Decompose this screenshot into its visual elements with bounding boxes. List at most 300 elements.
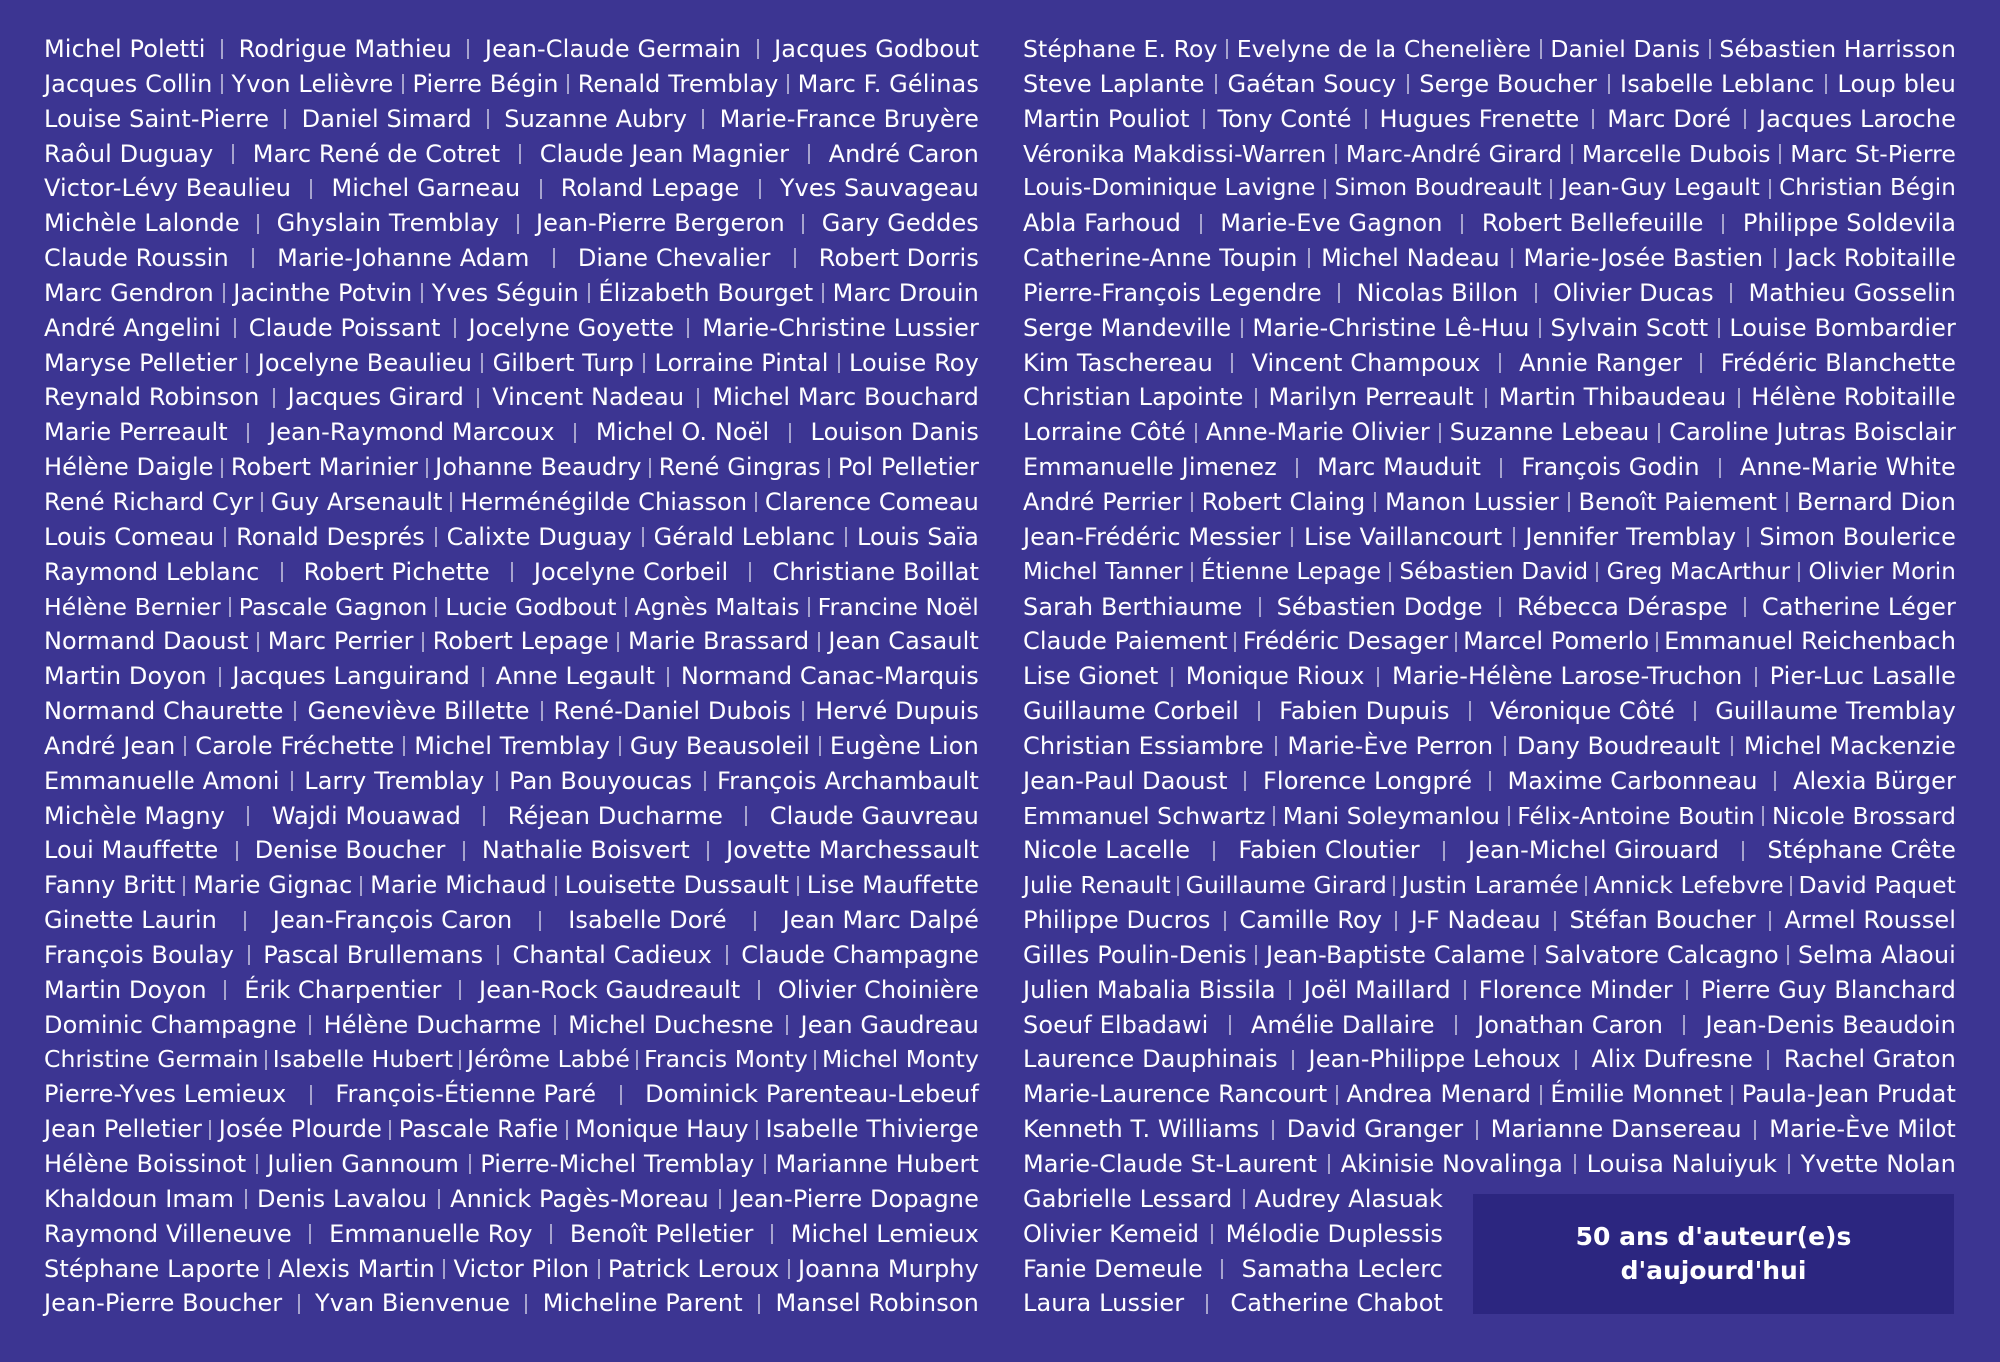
author-name: Jean-Pierre Boucher — [44, 1289, 283, 1318]
author-name: Guy Beausoleil — [629, 731, 810, 760]
author-name: André Caron — [828, 139, 979, 168]
author-name: Serge Boucher — [1419, 69, 1598, 98]
author-name: Pier-Luc Lasalle — [1769, 662, 1956, 691]
name-line — [44, 311, 979, 346]
author-name: Robert Dorris — [818, 244, 979, 273]
author-name: Pierre-Michel Tremblay — [480, 1150, 755, 1178]
author-name: Normand Daoust — [44, 627, 249, 656]
separator-bar — [265, 1050, 267, 1070]
separator-bar — [1241, 318, 1243, 338]
separator-bar — [755, 492, 757, 512]
separator-bar — [229, 597, 231, 617]
separator-bar — [1744, 597, 1746, 617]
separator-bar — [244, 911, 246, 931]
author-name: Michel Garneau — [331, 174, 521, 203]
separator-bar — [1658, 423, 1660, 443]
author-name: Laurence Dauphinais — [1023, 1045, 1278, 1074]
separator-bar — [294, 701, 296, 721]
name-line — [1023, 137, 1956, 172]
separator-bar — [819, 736, 821, 756]
separator-bar — [1656, 632, 1658, 652]
author-name: Christian Essiambre — [1023, 731, 1264, 760]
author-name: Michel Lemieux — [790, 1219, 979, 1248]
author-name: René-Daniel Dubois — [553, 697, 792, 726]
name-line — [44, 624, 979, 659]
separator-bar — [1464, 980, 1466, 1000]
name-line — [44, 938, 979, 973]
name-line — [44, 102, 979, 137]
author-name: Louise Saint-Pierre — [44, 104, 270, 133]
author-name: Emmanuelle Roy — [329, 1219, 533, 1248]
author-name: Lucie Godbout — [445, 592, 617, 621]
separator-bar — [786, 1015, 788, 1035]
separator-bar — [1273, 806, 1275, 826]
author-name: Philippe Ducros — [1023, 906, 1211, 935]
author-name: Wajdi Mouawad — [271, 801, 462, 830]
author-name: Robert Lepage — [432, 627, 609, 656]
separator-bar — [469, 1154, 471, 1174]
name-line — [1023, 903, 1956, 938]
name-line — [1023, 1112, 1956, 1147]
separator-bar — [223, 283, 225, 303]
name-line — [1023, 1077, 1956, 1112]
name-line — [1023, 1008, 1956, 1043]
author-name: Fabien Dupuis — [1279, 697, 1450, 726]
author-name: Jacques Collin — [44, 69, 213, 98]
separator-bar — [1504, 736, 1506, 756]
separator-bar — [1292, 1050, 1294, 1070]
separator-bar — [1508, 806, 1510, 826]
name-line — [44, 694, 979, 729]
author-name: Renald Tremblay — [577, 69, 779, 98]
name-line — [1023, 624, 1956, 659]
author-name: Marc Drouin — [832, 278, 979, 307]
author-name: Marie-Josée Bastien — [1523, 244, 1764, 273]
author-name: Jocelyne Corbeil — [533, 557, 729, 586]
author-name: Reynald Robinson — [44, 383, 260, 412]
separator-bar — [617, 632, 619, 652]
author-name: Christian Bégin — [1779, 175, 1956, 202]
separator-bar — [1540, 39, 1542, 59]
separator-bar — [273, 388, 275, 408]
separator-bar — [1568, 492, 1570, 512]
author-name: Raôul Duguay — [44, 139, 214, 168]
author-name: Lorraine Pintal — [654, 348, 829, 377]
separator-bar — [845, 527, 847, 547]
title-line-2: d'aujourd'hui — [1620, 1256, 1807, 1285]
name-line — [44, 903, 979, 938]
separator-bar — [838, 353, 840, 373]
name-line — [1023, 1182, 1443, 1217]
separator-bar — [1574, 1154, 1576, 1174]
author-name: Samatha Leclerc — [1241, 1254, 1443, 1283]
separator-bar — [463, 841, 465, 861]
separator-bar — [310, 1085, 312, 1105]
name-line — [1023, 938, 1956, 973]
name-line — [44, 799, 979, 834]
author-name: Stéphane E. Roy — [1023, 35, 1218, 63]
author-name: Roland Lepage — [560, 174, 740, 203]
separator-bar — [1374, 492, 1376, 512]
separator-bar — [256, 1154, 258, 1174]
separator-bar — [1476, 1120, 1478, 1140]
name-line — [44, 1147, 979, 1182]
author-name: Marie Perreault — [44, 418, 228, 447]
name-line — [1023, 555, 1956, 590]
separator-bar — [788, 1259, 790, 1279]
author-name: Monique Hauy — [575, 1115, 749, 1144]
separator-bar — [467, 39, 469, 59]
author-name: Nicolas Billon — [1356, 278, 1519, 307]
author-name: Jacinthe Potvin — [233, 278, 413, 307]
separator-bar — [719, 1189, 721, 1209]
separator-bar — [756, 1120, 758, 1140]
name-line — [1023, 659, 1956, 694]
name-line — [1023, 311, 1956, 346]
separator-bar — [619, 736, 621, 756]
name-line — [44, 833, 979, 868]
author-name: Anne-Marie Olivier — [1205, 418, 1430, 447]
author-name: Sébastien David — [1399, 558, 1589, 585]
author-name: Jean Casault — [828, 627, 979, 656]
author-name: Louise Bombardier — [1729, 313, 1956, 342]
author-name: Victor-Lévy Beaulieu — [44, 174, 292, 203]
separator-bar — [818, 632, 820, 652]
separator-bar — [649, 458, 651, 478]
author-name: Hélène Bernier — [44, 592, 221, 621]
author-name: Jean-Philippe Lehoux — [1308, 1045, 1561, 1074]
author-name: Michèle Lalonde — [44, 209, 240, 238]
author-name: Frédéric Blanchette — [1720, 348, 1956, 377]
author-name: Jacques Godbout — [774, 35, 979, 63]
separator-bar — [487, 109, 489, 129]
name-line — [44, 346, 979, 381]
author-name: Pol Pelletier — [837, 453, 979, 482]
author-name: Herménégilde Chiasson — [460, 487, 748, 516]
separator-bar — [426, 458, 428, 478]
separator-bar — [1215, 74, 1217, 94]
separator-bar — [704, 771, 706, 791]
separator-bar — [1554, 911, 1556, 931]
name-line — [1023, 764, 1956, 799]
separator-bar — [247, 806, 249, 826]
author-name: Yvon Lelièvre — [231, 69, 394, 98]
separator-bar — [438, 1189, 440, 1209]
separator-bar — [281, 562, 283, 582]
name-line — [1023, 276, 1956, 311]
separator-bar — [1213, 841, 1215, 861]
separator-bar — [802, 214, 804, 234]
author-name: Amélie Dallaire — [1250, 1010, 1435, 1039]
author-name: Catherine Léger — [1761, 592, 1956, 621]
author-name: Marc Mauduit — [1317, 453, 1482, 482]
author-name: Guillaume Corbeil — [1023, 697, 1239, 726]
separator-bar — [309, 1015, 311, 1035]
author-name: Suzanne Lebeau — [1449, 418, 1650, 447]
author-name: Lorraine Côté — [1023, 418, 1186, 447]
name-line — [44, 555, 979, 590]
separator-bar — [298, 1294, 300, 1314]
name-line — [1023, 32, 1956, 67]
author-name: Étienne Lepage — [1201, 558, 1382, 585]
separator-bar — [1535, 283, 1537, 303]
author-name: Gilles Poulin-Denis — [1023, 940, 1247, 969]
author-name: Catherine-Anne Toupin — [1023, 244, 1298, 273]
name-line — [1023, 973, 1956, 1008]
separator-bar — [483, 806, 485, 826]
separator-bar — [1191, 492, 1193, 512]
author-name: Isabelle Leblanc — [1620, 69, 1815, 98]
separator-bar — [789, 423, 791, 443]
author-name: Jean-François Caron — [272, 906, 513, 935]
author-name: Jean-Paul Daoust — [1023, 766, 1228, 795]
author-name: Réjean Ducharme — [507, 801, 724, 830]
author-name: Joël Maillard — [1303, 975, 1451, 1004]
separator-bar — [1788, 1154, 1790, 1174]
author-name: Fanie Demeule — [1023, 1254, 1203, 1283]
author-name: Josée Plourde — [218, 1115, 382, 1144]
separator-bar — [224, 980, 226, 1000]
author-name: Jean Marc Dalpé — [782, 906, 979, 935]
separator-bar — [1200, 214, 1202, 234]
name-line — [44, 659, 979, 694]
author-name: Loup bleu — [1837, 69, 1956, 98]
separator-bar — [1177, 876, 1179, 896]
name-line — [1023, 833, 1956, 868]
separator-bar — [221, 458, 223, 478]
author-name: David Granger — [1286, 1115, 1464, 1144]
separator-bar — [1585, 876, 1587, 896]
author-name: Marc Gendron — [44, 278, 214, 307]
author-name: Yvette Nolan — [1800, 1150, 1956, 1178]
separator-bar — [1747, 527, 1749, 547]
separator-bar — [1731, 1085, 1733, 1105]
author-name: Annick Pagès-Moreau — [450, 1184, 709, 1213]
author-name: Martin Doyon — [44, 662, 207, 691]
title-line-1: 50 ans d'auteur(e)s — [1575, 1222, 1852, 1251]
separator-bar — [268, 1259, 270, 1279]
separator-bar — [284, 109, 286, 129]
name-line — [44, 729, 979, 764]
author-name: Larry Tremblay — [304, 766, 485, 795]
name-line — [1023, 1252, 1443, 1287]
author-name: Paula-Jean Prudat — [1741, 1080, 1956, 1109]
author-name: Selma Alaoui — [1797, 940, 1956, 969]
author-name: Camille Roy — [1239, 906, 1383, 935]
author-name: Diane Chevalier — [577, 244, 771, 273]
author-name: Benoît Pelletier — [569, 1219, 754, 1248]
author-name: Marc-André Girard — [1345, 139, 1563, 168]
author-name: Eugène Lion — [829, 731, 979, 760]
separator-bar — [1439, 423, 1441, 443]
left-author-column — [44, 32, 979, 1321]
separator-bar — [221, 74, 223, 94]
separator-bar — [525, 1294, 527, 1314]
separator-bar — [588, 283, 590, 303]
author-name: Alexis Martin — [278, 1254, 435, 1283]
author-name: Nicole Brossard — [1771, 801, 1956, 830]
separator-bar — [1258, 701, 1260, 721]
author-name: Jean Pelletier — [44, 1115, 202, 1144]
right-author-column — [1023, 32, 1956, 1321]
separator-bar — [1389, 562, 1391, 582]
author-name: Jean Gaudreau — [800, 1010, 979, 1039]
separator-bar — [257, 214, 259, 234]
author-name: Manon Lussier — [1384, 487, 1559, 516]
separator-bar — [1206, 1294, 1208, 1314]
name-line — [1023, 1042, 1956, 1077]
separator-bar — [550, 1224, 552, 1244]
author-name: Lise Mauffette — [806, 871, 979, 900]
separator-bar — [496, 771, 498, 791]
author-name: Jocelyne Beaulieu — [257, 348, 473, 377]
author-name: Anne-Marie White — [1739, 453, 1956, 482]
author-name: Marcel Pomerlo — [1463, 627, 1650, 656]
author-name: Jean-Claude Germain — [484, 35, 741, 63]
author-name: Vincent Nadeau — [492, 383, 685, 412]
author-name: Érik Charpentier — [244, 975, 442, 1004]
separator-bar — [459, 1050, 461, 1070]
separator-bar — [1272, 1120, 1274, 1140]
author-name: Marc René de Cotret — [252, 139, 501, 168]
author-name: Claude Paiement — [1023, 627, 1228, 656]
separator-bar — [702, 109, 704, 129]
author-name: Anne Legault — [495, 662, 656, 691]
author-name: Michel Mackenzie — [1743, 731, 1956, 760]
author-name: Christiane Boillat — [772, 557, 979, 586]
author-name: Daniel Danis — [1550, 35, 1701, 63]
separator-bar — [1289, 980, 1291, 1000]
author-name: Michel Duchesne — [568, 1010, 774, 1039]
author-name: Jennifer Tremblay — [1525, 522, 1737, 551]
author-name: Fanny Britt — [44, 871, 176, 900]
separator-bar — [245, 1189, 247, 1209]
author-name: Pierre-François Legendre — [1023, 278, 1322, 307]
author-name: Loui Mauffette — [44, 836, 219, 865]
separator-bar — [1455, 632, 1457, 652]
author-name: Evelyne de la Chenelière — [1236, 35, 1532, 63]
author-name: Pascale Rafie — [398, 1115, 559, 1144]
separator-bar — [291, 771, 293, 791]
author-name: René Richard Cyr — [44, 487, 254, 516]
separator-bar — [183, 876, 185, 896]
author-name: Pan Bouyoucas — [509, 766, 693, 795]
separator-bar — [1762, 806, 1764, 826]
name-line — [1023, 102, 1956, 137]
separator-bar — [794, 248, 796, 268]
author-name: Michel Poletti — [44, 35, 206, 63]
author-name: Marie-Christine Lussier — [702, 313, 979, 342]
name-line — [1023, 1147, 1956, 1182]
separator-bar — [232, 144, 234, 164]
author-name: Martin Doyon — [44, 975, 207, 1004]
separator-bar — [482, 667, 484, 687]
separator-bar — [209, 1120, 211, 1140]
author-name: Louisa Naluiyuk — [1586, 1150, 1777, 1178]
separator-bar — [310, 179, 312, 199]
author-name: Tony Conté — [1217, 104, 1352, 133]
separator-bar — [1550, 179, 1552, 199]
separator-bar — [1500, 458, 1502, 478]
author-name: Geneviève Billette — [307, 697, 530, 726]
author-name: Christian Lapointe — [1023, 383, 1244, 412]
author-name: Jean-Denis Beaudoin — [1705, 1010, 1956, 1039]
author-name: Dominick Parenteau-Lebeuf — [645, 1080, 979, 1109]
author-name: Gérald Leblanc — [653, 522, 836, 551]
name-line — [44, 241, 979, 276]
separator-bar — [574, 423, 576, 443]
author-name: Fabien Cloutier — [1238, 836, 1420, 865]
author-name: Marc St-Pierre — [1790, 139, 1956, 168]
author-name: Guillaume Tremblay — [1715, 697, 1956, 726]
author-name: Jean-Rock Gaudreault — [479, 975, 741, 1004]
separator-bar — [757, 39, 759, 59]
author-name: Jacques Girard — [287, 383, 464, 412]
name-line — [44, 450, 979, 485]
author-name: Jean-Pierre Bergeron — [535, 209, 785, 238]
author-name: Daniel Simard — [301, 104, 472, 133]
author-name: Raymond Villeneuve — [44, 1219, 292, 1248]
separator-bar — [1722, 214, 1724, 234]
author-name: Yves Sauvageau — [779, 174, 979, 203]
author-name: Guy Arsenault — [270, 487, 443, 516]
author-name: Andrea Menard — [1346, 1080, 1532, 1109]
author-name: Marie-Ève Perron — [1287, 731, 1494, 760]
author-name: Yvan Bienvenue — [315, 1289, 511, 1318]
author-name: Mansel Robinson — [775, 1289, 979, 1318]
author-name: Hélène Boissinot — [44, 1150, 247, 1178]
separator-bar — [1786, 492, 1788, 512]
separator-bar — [481, 353, 483, 373]
author-name: Audrey Alasuak — [1254, 1184, 1443, 1213]
separator-bar — [1443, 841, 1445, 861]
name-line — [1023, 415, 1956, 450]
author-name: Akinisie Novalinga — [1340, 1150, 1563, 1178]
name-line — [44, 868, 979, 903]
author-name: Mathieu Gosselin — [1748, 278, 1956, 307]
author-name: Jovette Marchessault — [726, 836, 979, 865]
author-name: Marie-France Bruyère — [719, 104, 979, 133]
author-name: Julien Gannoum — [267, 1150, 460, 1178]
name-line — [1023, 67, 1956, 102]
separator-bar — [1787, 945, 1789, 965]
author-name: André Perrier — [1023, 487, 1182, 516]
separator-bar — [1798, 562, 1800, 582]
author-name: Olivier Ducas — [1553, 278, 1714, 307]
author-name: Soeuf Elbadawi — [1023, 1010, 1209, 1039]
separator-bar — [1335, 144, 1337, 164]
author-name: Louise Roy — [848, 348, 979, 377]
separator-bar — [814, 1050, 816, 1070]
author-name: Florence Minder — [1478, 975, 1673, 1004]
author-name: Emmanuelle Amoni — [44, 766, 280, 795]
separator-bar — [421, 283, 423, 303]
separator-bar — [403, 736, 405, 756]
author-name: Mélodie Duplessis — [1225, 1219, 1443, 1248]
author-name: Johanne Beaudry — [435, 453, 642, 482]
separator-bar — [1511, 248, 1513, 268]
author-name: Pierre-Yves Lemieux — [44, 1080, 287, 1109]
author-name: Emmanuelle Jimenez — [1023, 453, 1277, 482]
separator-bar — [541, 701, 543, 721]
name-line — [44, 415, 979, 450]
separator-bar — [1377, 667, 1379, 687]
author-name: Louison Danis — [810, 418, 979, 447]
author-name: Véronika Makdissi-Warren — [1023, 139, 1327, 168]
separator-bar — [1489, 771, 1491, 791]
author-name: Patrick Leroux — [607, 1254, 780, 1283]
author-name: Sylvain Scott — [1550, 313, 1709, 342]
